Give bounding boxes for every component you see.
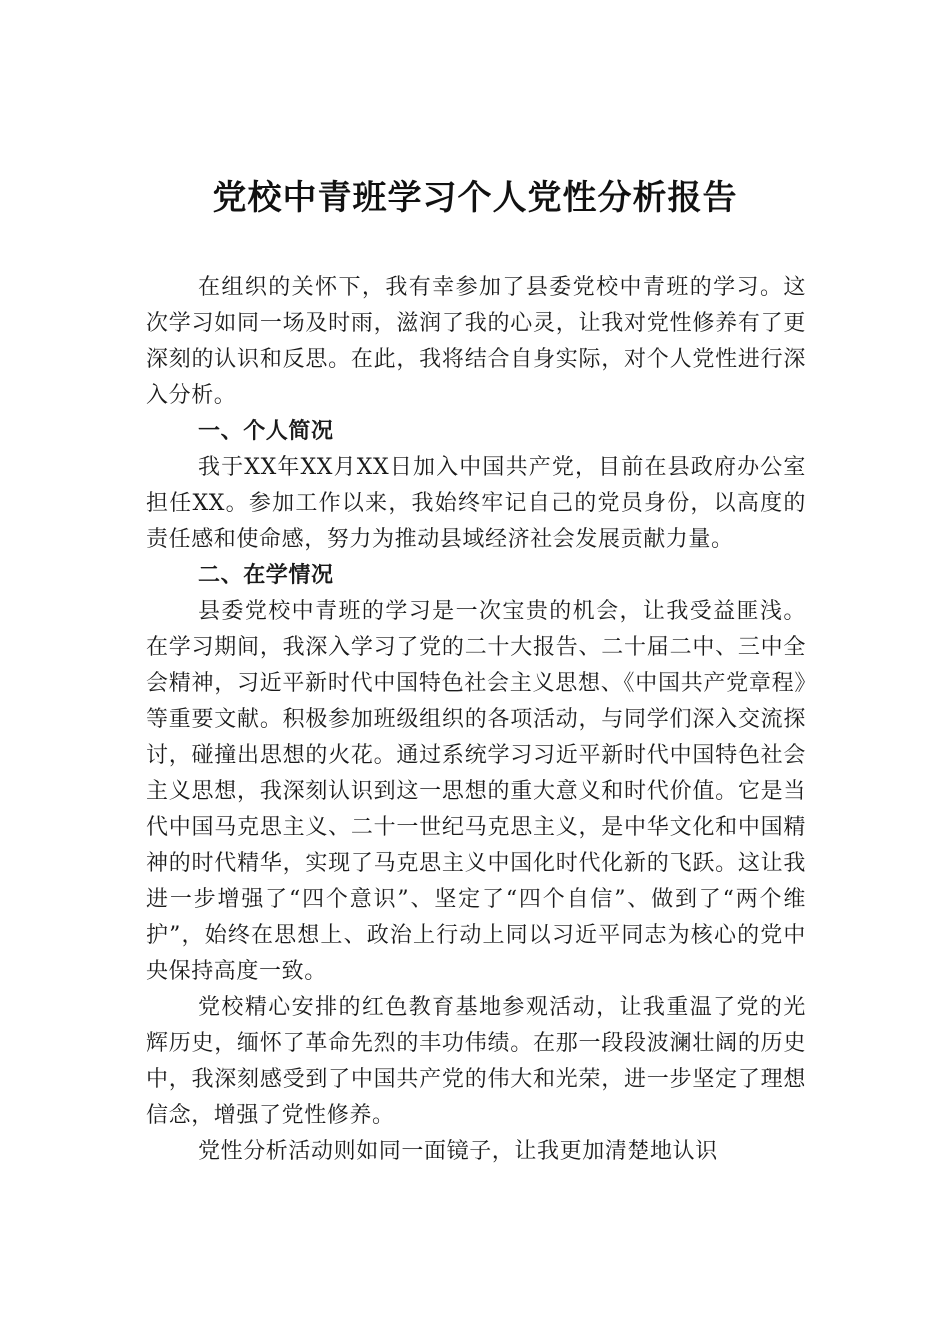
paragraph-intro: 在组织的关怀下，我有幸参加了县委党校中青班的学习。这次学习如同一场及时雨，滋润了我的心灵，让我对党性修养有了更深刻的认识和反思。在此，我将结合自身实际，对个人党性进行深入分析。 [146, 275, 806, 408]
section-heading-profile: 一、个人简况 [198, 419, 334, 444]
document-body [146, 270, 806, 1170]
document-title: 党校中青班学习个人党性分析报告 [212, 178, 738, 218]
paragraph-analysis: 党性分析活动则如同一面镜子，让我更加清楚地认识 [198, 1139, 718, 1164]
paragraph-profile: 我于XX年XX月XX日加入中国共产党，目前在县政府办公室担任XX。参加工作以来，我始终牢记自己的党员身份，以高度的责任感和使命感，努力为推动县域经济社会发展贡献力量。 [146, 455, 806, 552]
paragraph-study: 县委党校中青班的学习是一次宝贵的机会，让我受益匪浅。在学习期间，我深入学习了党的二十大报告、二十届二中、三中全会精神，习近平新时代中国特色社会主义思想、《中国共产党章程》等重要文献。积极参加班级组织的各项活动，与同学们深入交流探讨，碰撞出思想的火花。通过系统学习习近平新时代中国特色社会主义思想，我深刻认识到这一思想的重大意义和时代价值。它是当代中国马克思主义、二十一世纪马克思主义，是中华文化和中国精神的时代精华，实现了马克思主义中国化时代化新的飞跃。这让我进一步增强了“四个意识”、坚定了“四个自信”、做到了“两个维护”，始终在思想上、政治上行动上同以习近平同志为核心的党中央保持高度一致。 [146, 599, 806, 984]
paragraph-red-education: 党校精心安排的红色教育基地参观活动，让我重温了党的光辉历史，缅怀了革命先烈的丰功伟绩。在那一段段波澜壮阔的历史中，我深刻感受到了中国共产党的伟大和光荣，进一步坚定了理想信念，增强了党性修养。 [146, 995, 806, 1128]
section-heading-study: 二、在学情况 [198, 563, 334, 588]
